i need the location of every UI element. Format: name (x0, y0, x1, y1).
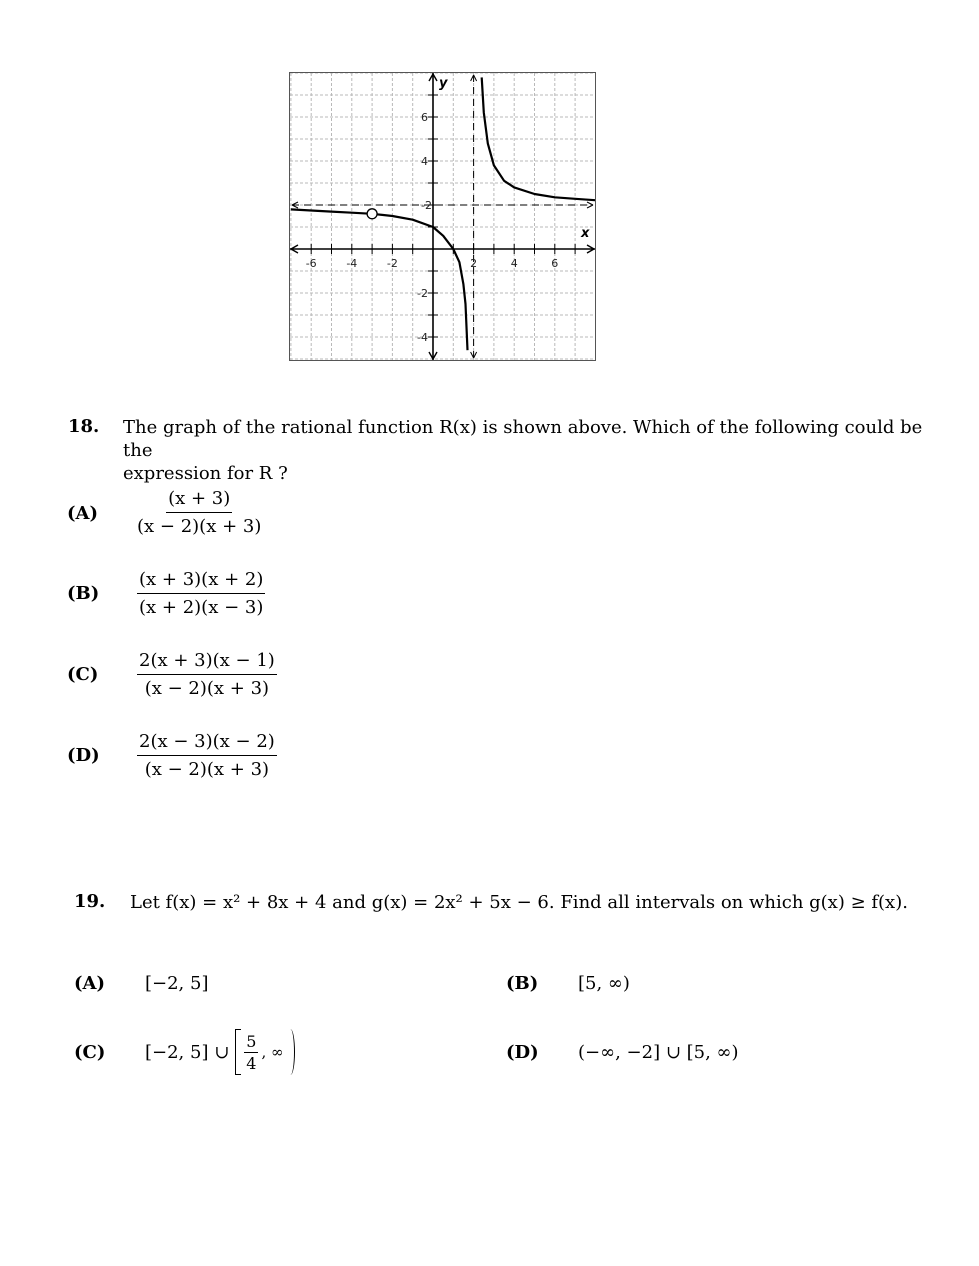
question-text: Let f(x) = x² + 8x + 4 and g(x) = 2x² + 5x − 6. Find all intervals on which g(x) ≥ f(x). (130, 892, 908, 913)
denominator: (x − 2)(x + 3) (144, 759, 270, 780)
choice-d-fraction[interactable] (137, 731, 277, 780)
y-tick-label: -2 (417, 287, 428, 300)
choice-b-answer[interactable]: [5, ∞) (578, 973, 630, 994)
y-tick-label: 4 (421, 155, 428, 168)
choice-a-answer[interactable]: [−2, 5] (145, 973, 209, 994)
numerator: 5 (246, 1031, 257, 1051)
choice-label[interactable]: (B) (67, 583, 100, 604)
choice-label[interactable]: (A) (67, 503, 98, 524)
choice-label[interactable]: (A) (74, 973, 105, 994)
choice-c-fraction[interactable] (137, 650, 277, 699)
function-curve (291, 209, 468, 350)
numerator: 2(x + 3)(x − 1) (137, 650, 277, 675)
question-text-line: The graph of the rational function R(x) is shown above. Which of the following could be the (123, 417, 923, 461)
interval-text: , ∞ (261, 1043, 284, 1061)
y-tick-label: -2 (421, 199, 432, 212)
choice-label[interactable]: (C) (74, 1042, 106, 1063)
x-tick-label: -4 (346, 257, 358, 270)
interval-text: [−2, 5] ∪ (145, 1041, 230, 1063)
y-tick-label: -4 (417, 331, 428, 344)
right-paren (286, 1029, 295, 1075)
x-tick-label: -6 (305, 257, 317, 270)
graph-svg (290, 73, 595, 360)
hole-marker (367, 209, 377, 219)
rational-function-graph (289, 72, 596, 361)
y-axis-label: y (439, 76, 448, 91)
choice-label[interactable]: (B) (506, 973, 539, 994)
x-tick-label: 6 (551, 257, 559, 270)
function-curve (482, 77, 595, 200)
numerator: 2(x − 3)(x − 2) (137, 731, 277, 756)
y-tick-label: 6 (421, 111, 428, 124)
x-tick-label: 2 (470, 257, 478, 270)
choice-label[interactable]: (C) (67, 664, 99, 685)
left-bracket (235, 1029, 241, 1075)
x-tick-label: 4 (510, 257, 518, 270)
numerator: (x + 3)(x + 2) (137, 569, 265, 594)
denominator: (x − 2)(x + 3) (137, 516, 262, 537)
x-tick-label: -2 (386, 257, 398, 270)
question-number: 18. (68, 416, 100, 437)
question-text-line: expression for R ? (123, 463, 288, 484)
denominator: (x − 2)(x + 3) (144, 678, 270, 699)
choice-c-answer[interactable] (145, 1026, 295, 1078)
denominator: (x + 2)(x − 3) (139, 597, 264, 618)
numerator: (x + 3) (166, 488, 232, 513)
choice-d-answer[interactable]: (−∞, −2] ∪ [5, ∞) (578, 1042, 739, 1063)
question-text (123, 416, 923, 485)
choice-b-fraction[interactable] (137, 569, 265, 618)
denominator: 4 (246, 1053, 257, 1073)
choice-label[interactable]: (D) (506, 1042, 539, 1063)
choice-a-fraction[interactable] (137, 488, 261, 537)
fraction (244, 1032, 258, 1073)
choice-label[interactable]: (D) (67, 745, 100, 766)
x-axis-label: x (581, 226, 590, 241)
question-number: 19. (74, 891, 106, 912)
